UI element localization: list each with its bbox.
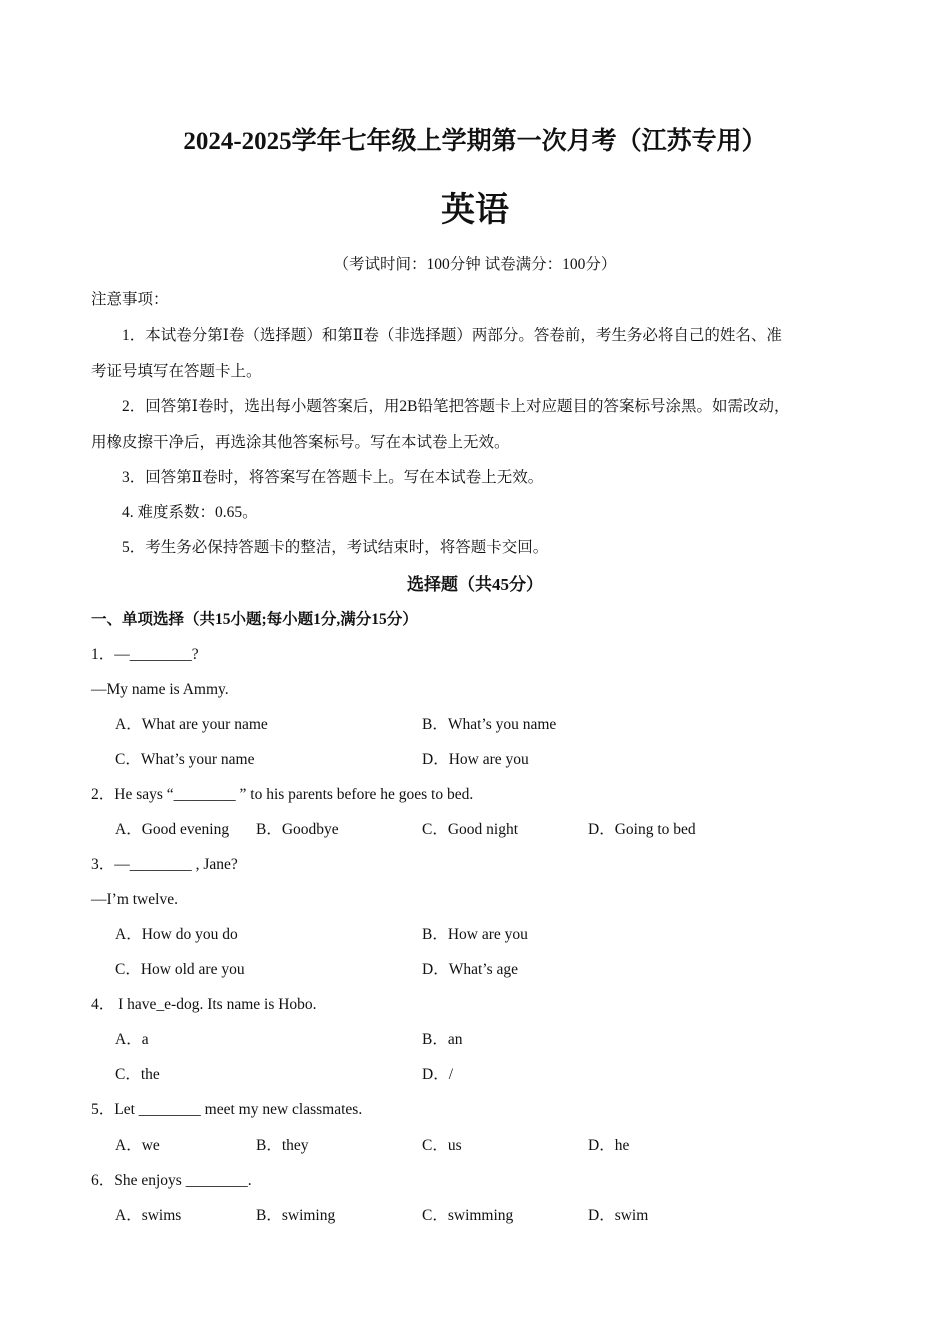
option-c: C．What’s your name (115, 751, 255, 768)
subject-title: 英语 (441, 190, 509, 230)
option-c: C．swimming (422, 1207, 514, 1224)
option-b: B．How are you (422, 926, 528, 943)
option-d: D．/ (422, 1066, 454, 1083)
option-b: B．Goodbye (256, 821, 339, 838)
option-d: D．swim (588, 1207, 649, 1224)
note-line: 3．回答第Ⅱ卷时，将答案写在答题卡上。写在本试卷上无效。 (122, 469, 544, 486)
option-c: C．us (422, 1137, 462, 1154)
option-a: A．swims (115, 1207, 182, 1224)
question-stem: 5．Let ________ meet my new classmates. (91, 1101, 363, 1118)
option-b: B．they (256, 1137, 309, 1154)
section-title: 选择题（共45分） (407, 575, 543, 594)
option-c: C．How old are you (115, 961, 245, 978)
option-c: C．Good night (422, 821, 519, 838)
question-stem: 4． I have_e-dog. Its name is Hobo. (91, 996, 317, 1013)
note-line: 考证号填写在答题卡上。 (91, 363, 262, 380)
exam-title: 2024-2025学年七年级上学期第一次月考（江苏专用） (183, 128, 767, 155)
exam-info: （考试时间：100分钟 试卷满分：100分） (333, 256, 617, 273)
option-a: A．Good evening (115, 821, 230, 838)
question-reply: —My name is Ammy. (91, 681, 229, 698)
note-line: 5．考生务必保持答题卡的整洁，考试结束时，将答题卡交回。 (122, 539, 549, 556)
option-a: A．we (115, 1137, 160, 1154)
option-d: D．Going to bed (588, 821, 696, 838)
option-a: A．a (115, 1031, 149, 1048)
question-reply: —I’m twelve. (91, 891, 178, 908)
note-line: 用橡皮擦干净后，再选涂其他答案标号。写在本试卷上无效。 (91, 434, 510, 451)
note-line: 1．本试卷分第Ⅰ卷（选择题）和第Ⅱ卷（非选择题）两部分。答卷前，考生务必将自己的姓名、准 (122, 327, 782, 344)
question-stem: 6．She enjoys ________. (91, 1172, 252, 1189)
question-stem: 3．—________ , Jane? (91, 856, 238, 873)
part-one-title: 一、单项选择（共15小题;每小题1分,满分15分） (91, 611, 418, 628)
option-b: B．swiming (256, 1207, 336, 1224)
option-d: D．How are you (422, 751, 529, 768)
note-line: 4. 难度系数：0.65。 (122, 504, 258, 521)
option-d: D．he (588, 1137, 630, 1154)
option-a: A．What are your name (115, 716, 268, 733)
option-b: B．What’s you name (422, 716, 557, 733)
question-stem: 2．He says “________ ” to his parents before he goes to bed. (91, 786, 474, 803)
option-b: B．an (422, 1031, 463, 1048)
notes-heading: 注意事项： (91, 291, 169, 308)
note-line: 2．回答第Ⅰ卷时，选出每小题答案后，用2B铅笔把答题卡上对应题目的答案标号涂黑。如需改动， (122, 398, 790, 415)
option-a: A．How do you do (115, 926, 238, 943)
question-stem: 1．—________? (91, 646, 199, 663)
option-c: C．the (115, 1066, 160, 1083)
option-d: D．What’s age (422, 961, 518, 978)
